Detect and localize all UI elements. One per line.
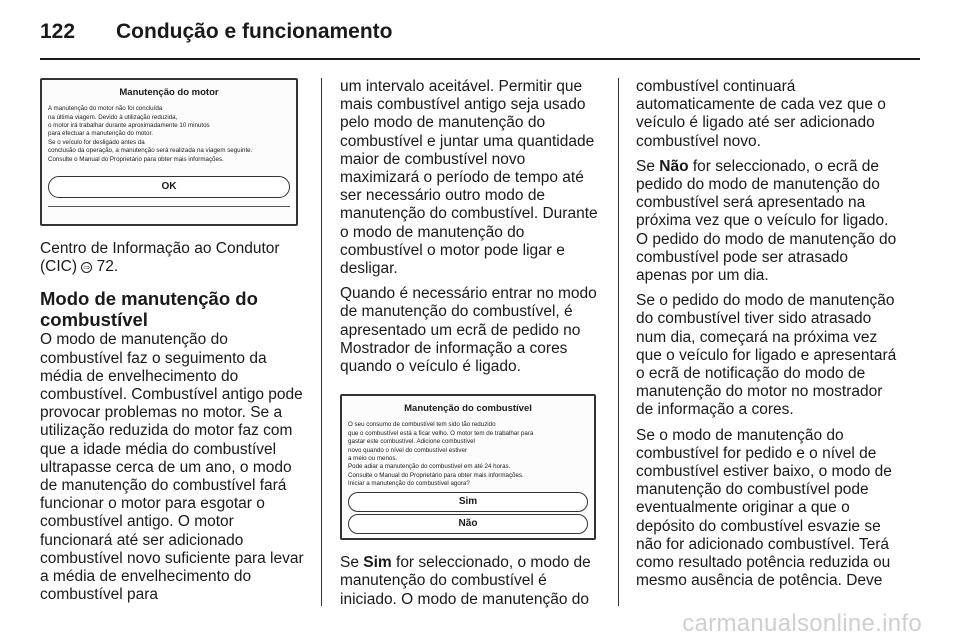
screen-line: a meio ou menos. xyxy=(348,455,398,463)
page-reference-arrow-icon: ⇨ xyxy=(81,262,92,273)
chapter-title: Condução e funcionamento xyxy=(116,20,393,43)
screen-title: Manutenção do motor xyxy=(119,87,219,98)
screen-line: conclusão da operação, a manutenção será realizada na viagem seguinte. xyxy=(48,147,253,155)
screen-line: na última viagem. Devido à utilização reduzida, xyxy=(48,113,178,121)
screen-line: o motor irá trabalhar durante aproximadamente 10 minutos xyxy=(48,122,210,130)
body-paragraph: O modo de manutenção do combustível faz o seguimento da média de envelhecimento do combustível. Combustível antigo pode provocar problemas no motor. Se a utilização reduzida do motor faz com que a idade média do combustível ultrapasse cerca de um ano, o modo de manutenção do combustível fará funcionar o motor para esgotar o combustível antigo. O motor funcionará até ser adicionado combustível novo suficiente para levar a média de envelhecimento do combustível para xyxy=(40,331,304,604)
page-number: 122 xyxy=(40,20,76,43)
screen-line: que o combustível está a ficar velho. O motor tem de trabalhar para xyxy=(348,429,534,437)
screen-line: Consulte o Manual do Proprietário para obter mais informações. xyxy=(48,155,224,163)
column-3 xyxy=(636,78,902,597)
body-paragraph: Se Sim for seleccionado, o modo de manutenção do combustível é iniciado. O modo de manutenção do xyxy=(340,554,591,608)
ok-button: OK xyxy=(48,176,290,198)
column-2 xyxy=(340,78,604,616)
header-rule xyxy=(40,58,920,60)
body-paragraph: Se o modo de manutenção do combustível for pedido e o nível de combustível estiver baixo, o modo de manutenção do combustível pode eventualmente originar a que o depósito do combustível esvazie se não for adicionado combustível. Terá como resultado potência reduzida ou mesmo ausência de potência. Deve xyxy=(636,426,892,590)
column-divider xyxy=(321,78,322,606)
no-button: Não xyxy=(348,514,588,534)
figure-caption: Centro de Informação ao Condutor (CIC) ⇨ 72. xyxy=(40,240,280,276)
body-paragraph: Se Não for seleccionado, o ecrã de pedido do modo de manutenção do combustível será apresentado na próxima vez que o veículo for ligado. O pedido do modo de manutenção do combustível pode ser atrasado apenas por um dia. xyxy=(636,157,897,285)
screen-line: Consulte o Manual do Proprietário para obter mais informações. xyxy=(348,471,524,479)
fuel-maintenance-screen-figure xyxy=(340,394,596,540)
screen-line: Iniciar a manutenção do combustível agora? xyxy=(348,480,470,488)
watermark: carmanualsonline.info xyxy=(682,610,922,637)
screen-line: O seu consumo de combustível tem sido tão reduzido xyxy=(348,421,496,429)
screen-line: novo quando o nível do combustível estiver xyxy=(348,446,468,454)
screen-line: Se o veículo for desligado antes da xyxy=(48,138,145,146)
column-1 xyxy=(40,78,308,611)
screen-message xyxy=(42,102,296,164)
body-paragraph: Se o pedido do modo de manutenção do combustível tiver sido atrasado num dia, começará na próxima vez que o veículo for ligado e apresentará o ecrã de notificação do modo de manutenção do motor no mostrador de informação a cores. xyxy=(636,292,897,419)
screen-line: A manutenção do motor não foi concluída xyxy=(48,105,163,113)
option-yes-label: Sim xyxy=(363,554,392,572)
body-paragraph: combustível continuará automaticamente de cada vez que o veículo é ligado até ser adicionado combustível novo. xyxy=(636,78,886,150)
engine-maintenance-screen-figure xyxy=(40,78,298,226)
screen-line: gastar este combustível. Adicione combustível xyxy=(348,438,475,446)
column-divider xyxy=(618,78,619,606)
screen-line: para efectuar a manutenção do motor. xyxy=(48,130,153,138)
body-paragraph: um intervalo aceitável. Permitir que mais combustível antigo seja usado pelo modo de manutenção do combustível e juntar uma quantidade maior de combustível novo maximizará o período de tempo até ser necessário outro modo de manutenção do combustível. Durante o modo de manutenção do combustível o motor pode ligar e desligar. xyxy=(340,78,598,278)
screen-line: Pode adiar a manutenção do combustível em até 24 horas. xyxy=(348,463,511,471)
option-no-label: Não xyxy=(659,157,689,175)
page-reference[interactable]: 72. xyxy=(96,258,119,276)
page-header xyxy=(40,14,920,54)
screen-title: Manutenção do combustível xyxy=(404,403,532,415)
screen-divider xyxy=(48,206,290,207)
screen-message xyxy=(342,418,594,488)
yes-button: Sim xyxy=(348,492,588,512)
section-heading: Modo de manutenção do combustível xyxy=(40,288,258,331)
body-paragraph: Quando é necessário entrar no modo de manutenção do combustível, é apresentado um ecrã de pedido no Mostrador de informação a cores quando o veículo é ligado. xyxy=(340,285,597,376)
